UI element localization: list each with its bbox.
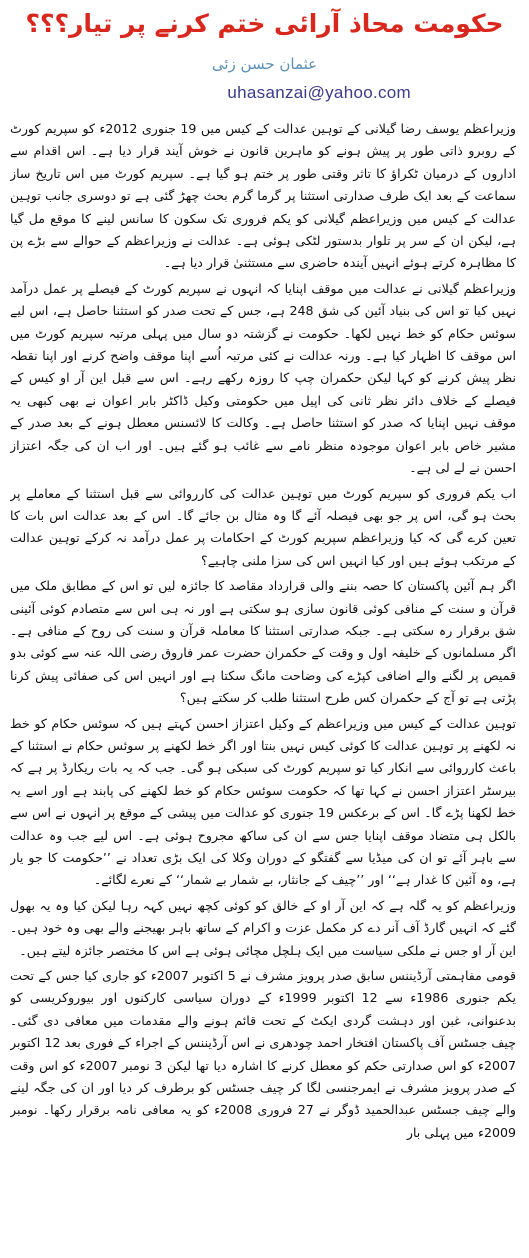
article-body [10, 118, 516, 1256]
author-name: عثمان حسن زئی [211, 55, 318, 73]
author-email: uhasanzai@yahoo.com [227, 83, 411, 102]
article-paragraph: وزیراعظم کو یہ گلہ ہے کہ این آر او کے خالق کو کوئی کچھ نہیں کہہ رہا لیکن کیا وہ یہ بھول گئے کہ انہیں گارڈ آف آنر دے کر مکمل عزت و اکرام کے ساتھ باہر بھیجنے والے بھی وہ خود ہیں۔ این آر او جس نے ملکی سیاست میں ایک ہلچل مچائی ہوئی ہے اس کا مختصر جائزہ لیتے ہیں۔ [10, 897, 516, 958]
article-paragraph: اگر ہم آئین پاکستان کا حصہ بننے والی قرارداد مقاصد کا جائزہ لیں تو اس کے مطابق ملک میں قرآن و سنت کے منافی کوئی قانون سازی ہو سکتی ہے اور نہ ہی اس سے متصادم کوئی آئینی شق برقرار رہ سکتی ہے۔ جبکہ صدارتی استثنا کا معاملہ قرآن و سنت کی روح کے منافی ہے۔ اگر مسلمانوں کے خلیفہ اول و وقت کے حکمران حضرت عمر فاروق رضی اللہ عنہ سے کوئی بدو قمیص پر لگنے والے اضافی کپڑے کی وضاحت مانگ سکتا ہے اور انہیں اس کی صفائی پیش کرنا پڑتی ہے تو آج کے حکمران کس طرح استثنا طلب کر سکتے ہیں؟ [10, 578, 516, 706]
article-paragraph: وزیراعظم گیلانی نے عدالت میں موقف اپنایا کہ انہوں نے سپریم کورٹ کے فیصلے پر عمل درآمد نہیں کیا تو اس کی بنیاد آئین کی شق 248 ہے، جس کے تحت صدر کو استثنا حاصل ہے، اس لیے سوئس حکام کو خط نہیں لکھا۔ حکومت نے گزشتہ دو سال میں پہلی مرتبہ سپریم کورٹ میں اس موقف کا اظہار کیا ہے۔ ورنہ عدالت نے کئی مرتبہ اُسے اپنا موقف واضح کرنے اور اپنا نقطہ نظر پیش کرنے کو کہا لیکن حکمران چپ کا روزہ رکھے رہے۔ اس سے قبل این آر او کیس کے فیصلے کے خلاف دائر نظر ثانی کی اپیل میں حکومتی وکیل ڈاکٹر بابر اعوان نے بھی کبھی یہ موقف نہیں اپنایا کہ صدر کو استثنا حاصل ہے۔ وکالت کا لائسنس معطل ہونے کے بعد صدر کے مشیر خاص بابر اعوان موجودہ منظر نامے سے غائب ہو گئے ہیں۔ اور اب ان کی جگہ اعتزاز احسن نے لے لی ہے۔ [10, 280, 516, 476]
article-paragraph: توہین عدالت کے کیس میں وزیراعظم کے وکیل اعتزاز احسن کہتے ہیں کہ سوئس حکام کو خط نہ لکھنے پر توہین عدالت کا کوئی کیس نہیں بنتا اور اگر خط لکھنے پر سوئس حکام نے استثنا کے باعث کارروائی سے انکار کیا تو سپریم کورٹ کی سبکی ہو گی۔ جب کہ یہ بات ریکارڈ پر ہے کہ بیرسٹر اعتزاز احسن نے کہا تھا کہ حکومت سوئس حکام کو خط لکھنے کی پابند ہے اور اسے یہ خط لکھنا پڑے گا۔ اس کے برعکس 19 جنوری کو عدالت میں پیشی کے موقع پر انہوں نے اس سے بالکل ہی متضاد موقف اپنایا جس سے ان کی ساکھ مجروح ہوئی ہے۔ اس لیے جب وہ عدالت سے باہر آئے تو ان کی میڈیا سے گفتگو کے دوران وکلا کی ایک بڑی تعداد نے ’’حکومت کا جو یار ہے، وہ آئین کا غدار ہے‘‘ اور ’’چیف کے جانثار، بے شمار بے شمار‘‘ کے نعرے لگائے۔ [10, 715, 516, 888]
article-paragraph: اب یکم فروری کو سپریم کورٹ میں توہین عدالت کی کارروائی سے قبل استثنا کے معاملے پر بحث ہو گی، اس پر جو بھی فیصلہ آئے گا وہ مثال بن جائے گا۔ اس کے بعد عدالت اس بات کا تعین کرے گی کہ کیا وزیراعظم سپریم کورٹ کے احکامات پر عمل درآمد نہ کرکے توہین عدالت کے مرتکب ہوئے ہیں اور کیا انہیں اس کی سزا ملنی چاہیے؟ [10, 485, 516, 568]
article-paragraph: قومی مفاہمتی آرڈیننس سابق صدر پرویز مشرف نے 5 اکتوبر 2007ء کو جاری کیا جس کے تحت یکم جنوری 1986ء سے 12 اکتوبر 1999ء کے دوران سیاسی کارکنوں اور بیوروکریسی کو بدعنوانی، غبن اور دہشت گردی ایکٹ کے تحت قائم ہونے والے مقدمات میں معافی دی گئی۔ چیف جسٹس آف پاکستان افتخار احمد چودھری نے اس آرڈیننس کے اجراء کے فوری بعد 12 اکتوبر 2007ء کو اس صدارتی حکم کو معطل کرنے کا اشارہ دیا تھا لیکن 3 نومبر 2007ء کو اس وقت کے صدر پرویز مشرف نے ایمرجنسی لگا کر چیف جسٹس کو برطرف کر دیا اور ان کی جگہ لینے والے چیف جسٹس عبدالحمید ڈوگر نے 27 فروری 2008ء کو یہ معافی نامہ برقرار رکھا۔ نومبر 2009ء میں پہلی بار [10, 968, 516, 1140]
article-paragraph: وزیراعظم یوسف رضا گیلانی کے توہین عدالت کے کیس میں 19 جنوری 2012ء کو سپریم کورٹ کے روبرو ذاتی طور پر پیش ہونے کو ماہرین قانون نے خوش آیند قرار دیا ہے۔ اس اقدام سے اداروں کے درمیان ٹکراؤ کا تاثر وقتی طور پر ختم ہو گیا ہے۔ سپریم کورٹ میں اس تاریخ ساز سماعت کے بعد ایک طرف صدارتی استثنا پر گرما گرم بحث چھڑ گئی ہے تو دوسری جانب توہین عدالت کے کیس میں وزیراعظم گیلانی کو یکم فروری تک سکون کا سانس لینے کا موقع مل گیا ہے، لیکن ان کے سر پر تلوار بدستور لٹکی ہوئی ہے۔ عدالت نے وزیراعظم کے حوالے سے بڑے پن کا مظاہرہ کرتے ہوئے انہیں آیندہ حاضری سے مستثنیٰ قرار دیا ہے۔ [10, 121, 516, 271]
article-headline: حکومت محاذ آرائی ختم کرنے پر تیار؟؟؟ [25, 9, 504, 38]
